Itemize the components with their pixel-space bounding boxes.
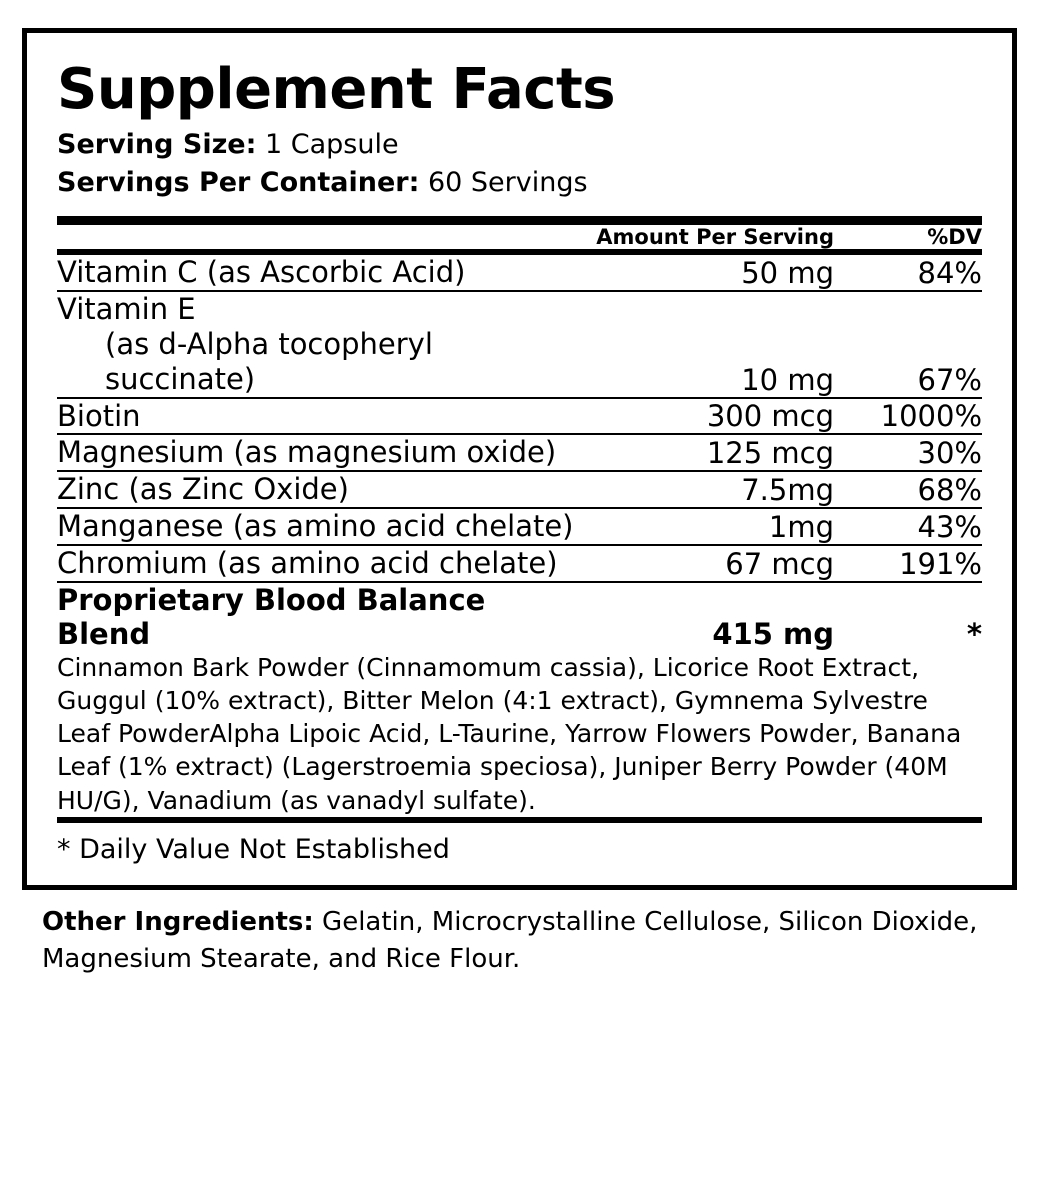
nutrient-dv: 30% [834, 434, 982, 471]
serving-size-label: Serving Size: [57, 128, 257, 160]
blend-table [57, 583, 982, 817]
nutrient-amount: 7.5mg [575, 471, 834, 508]
nutrient-rows-table [57, 255, 982, 582]
serving-size-line [57, 126, 982, 164]
other-ingredients [22, 890, 1017, 978]
table-row [57, 291, 982, 397]
table-header-row [57, 225, 982, 249]
table-row [57, 434, 982, 471]
nutrient-dv: 68% [834, 471, 982, 508]
servings-per-container-line [57, 164, 982, 202]
table-row [57, 508, 982, 545]
nutrient-name: Magnesium (as magnesium oxide) [57, 434, 575, 471]
blend-row [57, 583, 982, 651]
nutrient-name: Manganese (as amino acid chelate) [57, 509, 574, 544]
table-row [57, 471, 982, 508]
nutrient-amount: 125 mcg [575, 434, 834, 471]
servings-per-container-label: Servings Per Container: [57, 167, 420, 199]
supplement-facts-panel [22, 28, 1017, 890]
nutrient-name-main: Vitamin E [57, 292, 196, 327]
other-ingredients-value: Gelatin, Microcrystalline Cellulose, Silicon Dioxide, Magnesium Stearate, and Rice Flour. [42, 906, 978, 974]
daily-value-footnote: * Daily Value Not Established [57, 833, 450, 865]
table-row [57, 545, 982, 582]
nutrient-dv: 43% [834, 508, 982, 545]
serving-size-value: 1 Capsule [265, 128, 399, 160]
page-title: Supplement Facts [57, 57, 616, 122]
nutrient-name: Biotin [57, 398, 575, 435]
table-row [57, 255, 982, 291]
nutrient-name: Chromium (as amino acid chelate) [57, 545, 575, 582]
blend-name: Proprietary Blood Balance Blend [57, 582, 486, 651]
blend-dv: * [966, 616, 982, 651]
nutrient-amount: 1mg [575, 508, 834, 545]
nutrient-dv: 67% [834, 291, 982, 397]
nutrient-dv: 1000% [834, 398, 982, 435]
blend-description: Cinnamon Bark Powder (Cinnamomum cassia), Licorice Root Extract, Guggul (10% extract), Bitter Melon (4:1 extract), Gymnema Sylvestre Leaf PowderAlpha Lipoic Acid, L-Taurine, Yarrow Flowers Powder, Banana Leaf (1% extract) (Lagerstroemia speciosa), Juniper Berry Powder (40M HU/G), Vanadium (as vanadyl sulfate). [57, 652, 962, 815]
table-row [57, 398, 982, 435]
servings-per-container-value: 60 Servings [427, 167, 588, 199]
nutrient-name [57, 291, 575, 397]
nutrient-amount: 300 mcg [575, 398, 834, 435]
nutrition-table [57, 225, 982, 249]
nutrient-dv: 84% [834, 255, 982, 291]
other-ingredients-label: Other Ingredients: [42, 906, 314, 937]
header-dv: %DV [927, 225, 982, 250]
nutrient-amount: 10 mg [575, 291, 834, 397]
header-amount-per-serving: Amount Per Serving [596, 225, 834, 250]
divider-thick-top [57, 216, 982, 225]
nutrient-name-sub: (as d-Alpha tocopheryl succinate) [105, 327, 433, 396]
nutrient-name: Vitamin C (as Ascorbic Acid) [57, 255, 575, 291]
nutrient-amount: 50 mg [575, 255, 834, 291]
blend-description-row [57, 651, 982, 817]
nutrient-dv: 191% [834, 545, 982, 582]
blend-amount: 415 mg [712, 616, 834, 651]
nutrient-name: Zinc (as Zinc Oxide) [57, 471, 575, 508]
header-spacer [57, 225, 575, 249]
nutrient-amount: 67 mcg [575, 545, 834, 582]
